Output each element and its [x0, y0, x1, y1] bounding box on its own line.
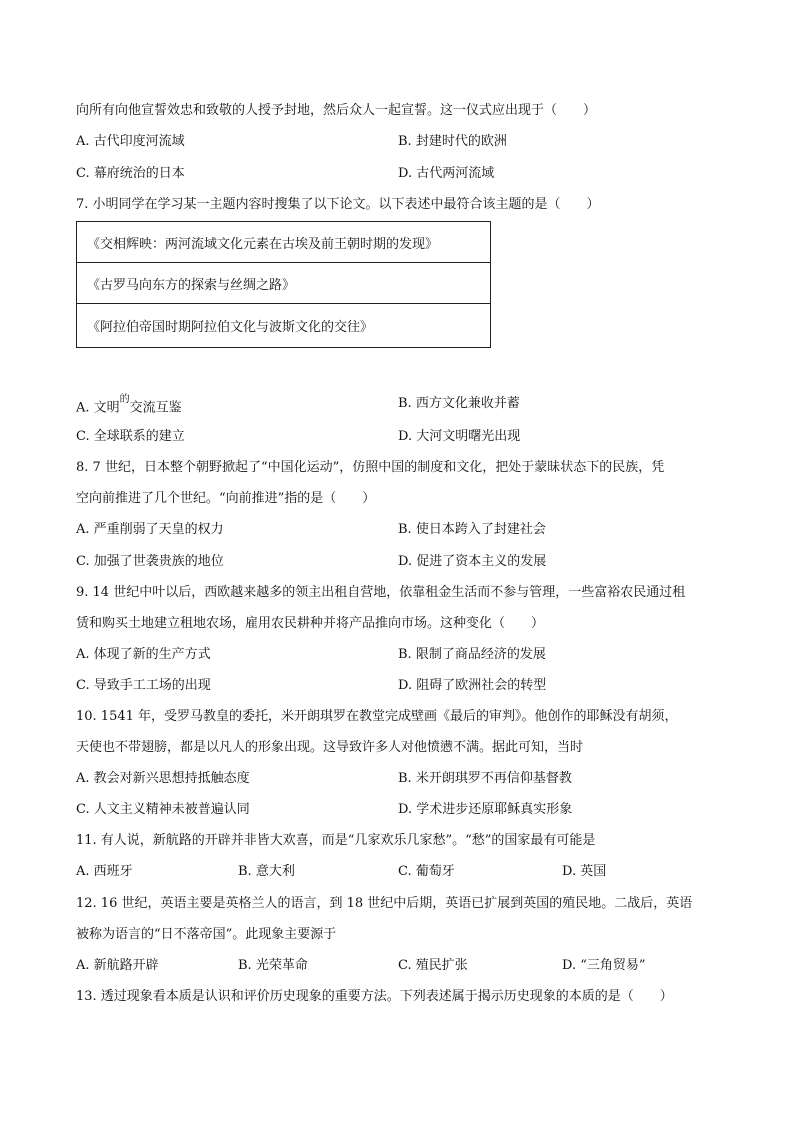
q9-option-a: A. 体现了新的生产方式: [76, 647, 211, 662]
q10-stem-line1: 10. 1541 年，受罗马教皇的委托，米开朗琪罗在教堂完成壁画《最后的审判》。他创作的耶稣没有胡须，: [76, 709, 678, 724]
q9-option-c: C. 导致手工工场的出现: [76, 678, 211, 693]
q6-option-d: D. 古代两河流域: [398, 166, 495, 181]
q7-option-a: [76, 395, 182, 417]
q10-option-a: A. 教会对新兴思想持抵触态度: [76, 771, 250, 786]
q11-option-b: B. 意大利: [238, 864, 295, 879]
q10-option-b: B. 米开朗琪罗不再信仰基督教: [398, 771, 572, 786]
q12-stem-line2: 被称为语言的“日不落帝国”。此现象主要源于: [76, 927, 337, 942]
q6-option-c: C. 幕府统治的日本: [76, 166, 185, 181]
q7-option-d: D. 大河文明曙光出现: [398, 429, 521, 444]
q11-option-a: A. 西班牙: [76, 864, 133, 879]
q6-stem-tail: 向所有向他宣誓效忠和致敬的人授予封地，然后众人一起宣誓。这一仪式应出现于（ ）: [76, 103, 597, 118]
q10-option-c: C. 人文主义精神未被普遍认同: [76, 802, 250, 817]
q8-stem-line1: 8. 7 世纪，日本整个朝野掀起了“中国化运动”，仿照中国的制度和文化，把处于蒙昧状态下的民族，凭: [76, 460, 665, 475]
q7-paper-title: 《交相辉映：两河流域文化元素在古埃及前王朝时期的发现》: [87, 236, 439, 252]
q10-stem-line2: 天使也不带翅膀，都是以凡人的形象出现。这导致许多人对他愤懑不满。据此可知，当时: [76, 740, 584, 755]
q8-option-d: D. 促进了资本主义的发展: [398, 554, 547, 569]
q11-stem: 11. 有人说，新航路的开辟并非皆大欢喜，而是“几家欢乐几家愁”。“愁”的国家最有可能是: [76, 833, 596, 848]
q7-paper-table: [76, 221, 491, 348]
q12-stem-line1: 12. 16 世纪，英语主要是英格兰人的语言，到 18 世纪中后期，英语已扩展到英国的殖民地。二战后，英语: [76, 896, 693, 911]
q7-option-a-post: 交流互鉴: [129, 400, 182, 416]
q7-paper-row: [77, 222, 490, 263]
q8-option-b: B. 使日本跨入了封建社会: [398, 522, 546, 537]
q11-option-d: D. 英国: [562, 864, 607, 879]
q7-stem: 7. 小明同学在学习某一主题内容时搜集了以下论文。以下表述中最符合该主题的是（ ）: [76, 197, 600, 212]
q8-option-a: A. 严重削弱了天皇的权力: [76, 522, 224, 537]
q12-option-c: C. 殖民扩张: [398, 958, 468, 973]
q6-option-b: B. 封建时代的欧洲: [398, 134, 507, 149]
q12-option-a: A. 新航路开辟: [76, 958, 159, 973]
q10-option-d: D. 学术进步还原耶稣真实形象: [398, 802, 573, 817]
q7-option-b: B. 西方文化兼收并蓄: [398, 396, 520, 411]
q7-option-a-sup: 的: [119, 394, 130, 405]
q7-option-c: C. 全球联系的建立: [76, 429, 185, 444]
q6-option-a: A. 古代印度河流域: [76, 134, 185, 149]
q9-stem-line2: 赁和购买土地建立租地农场，雇用农民耕种并将产品推向市场。这种变化（ ）: [76, 616, 545, 631]
q12-option-b: B. 光荣革命: [238, 958, 308, 973]
q7-paper-title: 《古罗马向东方的探索与丝绸之路》: [87, 277, 296, 293]
q9-option-d: D. 阻碍了欧洲社会的转型: [398, 678, 547, 693]
q9-stem-line1: 9. 14 世纪中叶以后，西欧越来越多的领主出租自营地，依靠租金生活而不参与管理，一些富裕农民通过租: [76, 585, 686, 600]
q9-option-b: B. 限制了商品经济的发展: [398, 647, 546, 662]
q7-option-a-pre: A. 文明: [76, 400, 120, 416]
q12-option-d: D. “三角贸易”: [562, 958, 646, 973]
q13-stem: 13. 透过现象看本质是认识和评价历史现象的重要方法。下列表述属于揭示历史现象的本质的是（ ）: [76, 989, 673, 1004]
q7-paper-row: [77, 304, 490, 347]
q8-option-c: C. 加强了世袭贵族的地位: [76, 554, 224, 569]
q7-paper-row: [77, 263, 490, 304]
q11-option-c: C. 葡萄牙: [398, 864, 455, 879]
q8-stem-line2: 空向前推进了几个世纪。“向前推进”指的是（ ）: [76, 491, 376, 506]
q7-paper-title: 《阿拉伯帝国时期阿拉伯文化与波斯文化的交往》: [87, 320, 374, 335]
